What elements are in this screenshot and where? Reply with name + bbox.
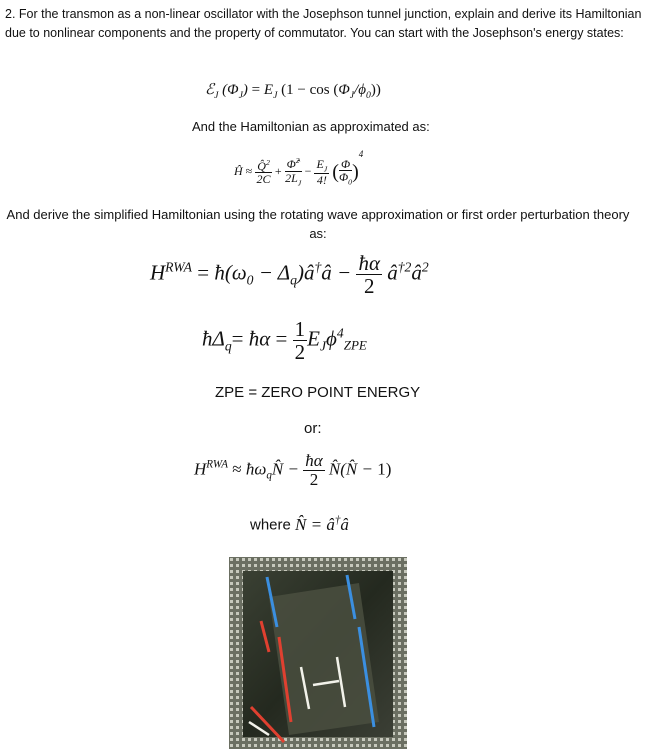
rwa-hamiltonian-equation: $H^{RWA}$ = $ħ(\omega_0$ − $\Delta_q)â^\dagger â$ − $\frac{ħ\alpha}{2}$ $â^{\dagger 2}â^2$ [150, 251, 429, 299]
detuning-equation: $ħ\Delta_q=$ ħα = $\frac{1}{2}$ $E_J\phi^4ZPE$ [202, 317, 367, 365]
or-label: or: [304, 420, 322, 437]
approx-hamiltonian-equation: Ĥ ≈ $\frac{Q̂^2}{2C}$ + $\frac{\Phî^2}{2L_J}$ − $\frac{E_J}{4!}$ ( $\frac{\Phi}{\Phi_0}$ )$^4$ [234, 149, 364, 188]
approx-label: And the Hamiltonian as approximated as: [192, 119, 430, 134]
intro-text: 2. For the transmon as a non-linear oscillator with the Josephson tunnel junction, explain and derive its Hamiltonian due to nonlinear components and the property of commutator. You can start with the Josephson's energy states: [5, 7, 642, 40]
number-operator-definition: N̂ = â†â [295, 514, 349, 534]
simplified-rwa-equation: $H^{RWA}$ ≈ $ħ\omega_qN̂$ − $\frac{ħ\alpha}{2}$ N̂(N̂ − 1) [194, 451, 392, 489]
derive-text: And derive the simplified Hamiltonian using the rotating wave approximation or first order perturbation theory as: [6, 207, 630, 241]
zpe-label: ZPE = ZERO POINT ENERGY [215, 384, 421, 401]
transmon-chip-photo [229, 557, 407, 749]
where-line [250, 514, 349, 535]
where-label: where [250, 516, 291, 534]
josephson-energy-equation: ℰ$_J$ $(\Phi_J) = E_J$ $(1 - \cos (\Phi_J/\phi_0))$ [205, 82, 381, 101]
transmon-chip-svg [229, 557, 407, 749]
